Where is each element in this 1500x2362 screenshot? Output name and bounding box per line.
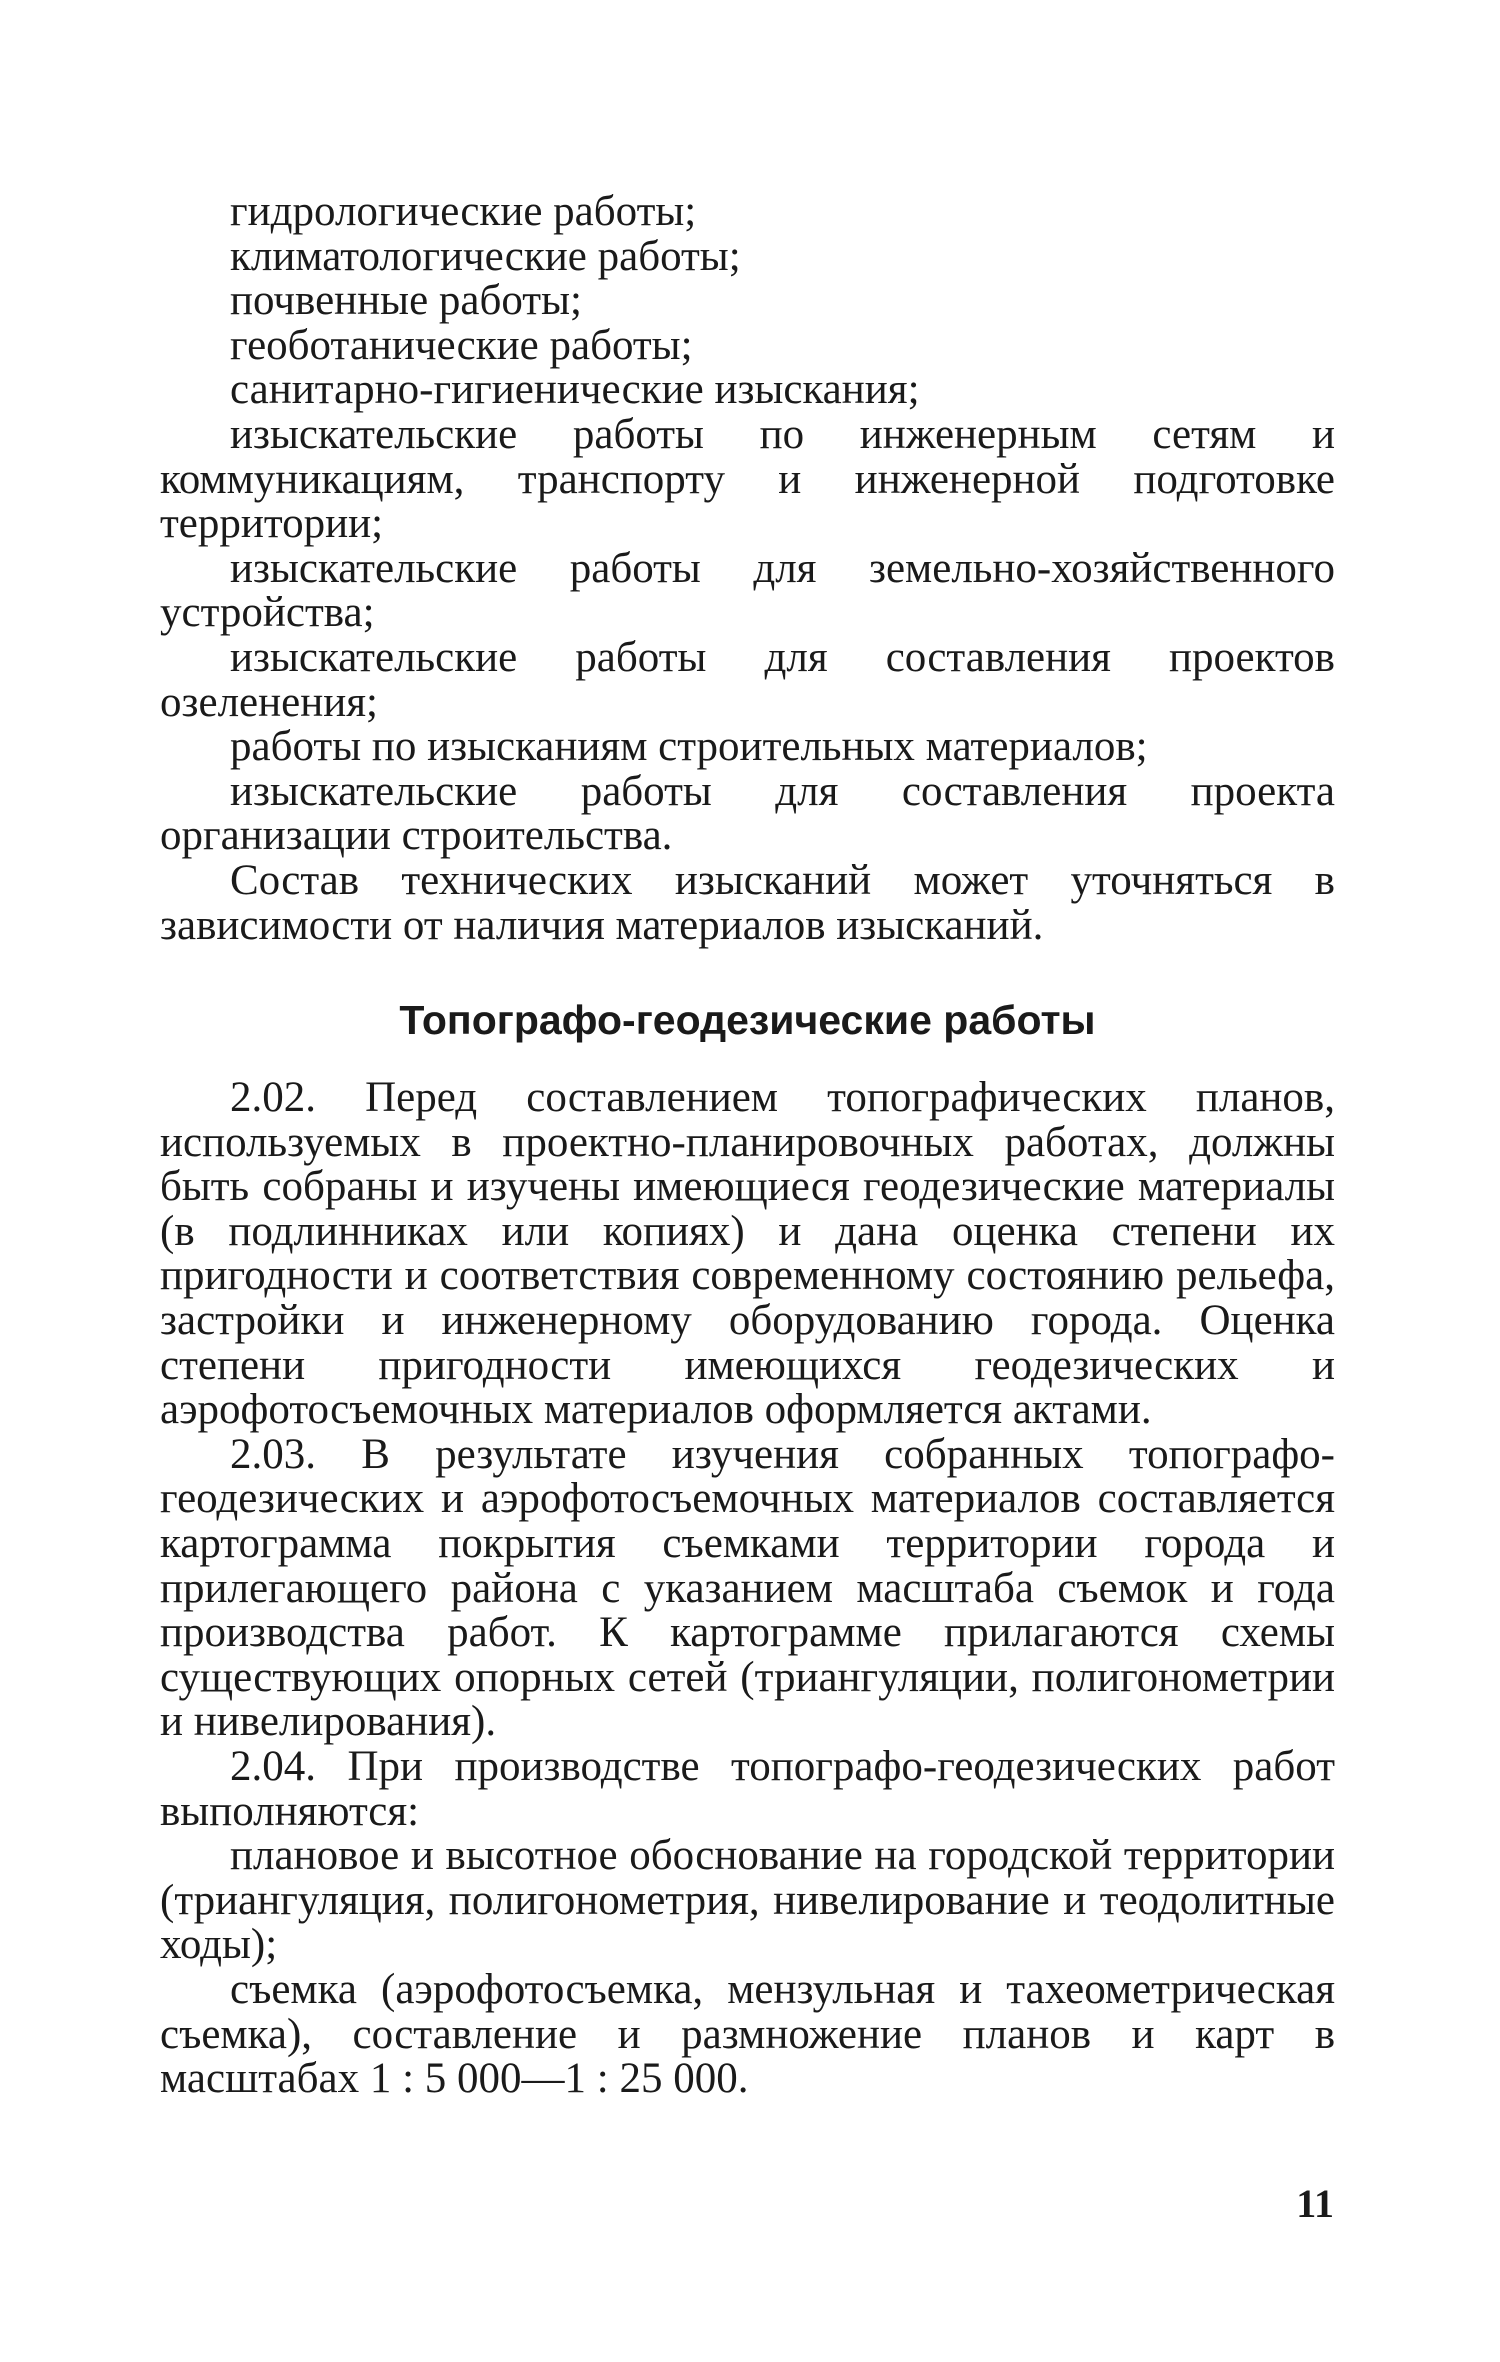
- sub-item-survey-basis: плановое и высотное обоснование на городской территории (триангуляция, полигонометрия, нивелирование и теодолитные ходы);: [160, 1832, 1335, 1969]
- section-title: Топографо-геодезические работы: [399, 997, 1096, 1044]
- list-item-geobotany: геоботанические работы;: [230, 321, 693, 369]
- list-item-land-management: изыскательские работы для земельно-хозяйственного устройства;: [160, 544, 1335, 637]
- list-item-hydrology: гидрологические работы;: [230, 188, 697, 235]
- sub-item-mapping: съемка (аэрофотосъемка, мензульная и тахеометрическая съемка), составление и размножение планов и карт в масштабах 1 : 5 000—1 : 25 000.: [160, 1965, 1335, 2103]
- paragraph-2-04: 2.04. При производстве топографо-геодезических работ выполняются:: [160, 1743, 1335, 1835]
- paragraph-2-03: 2.03. В результате изучения собранных топографо-геодезических и аэрофотосъемочных материалов составляется картограмма покрытия съемками территории города и прилегающего района с указанием масштаба съемок и года производства работ. К картограмме прилагаются схемы существующих опорных сетей (триангуляции, полигонометрии и нивелирования).: [160, 1430, 1335, 1746]
- list-item-sanitary: санитарно-гигиенические изыскания;: [230, 366, 920, 414]
- paragraph-2-02: 2.02. Перед составлением топографических планов, используемых в проектно-планировочных работах, должны быть собраны и изучены имеющиеся геодезические материалы (в подлинниках или копиях) и дана оценка степени их пригодности и соответствия современному состоянию рельефа, застройки и инженерному оборудованию города. Оценка степени пригодности имеющихся геодезических и аэрофотосъемочных материалов оформляется актами.: [160, 1074, 1335, 1434]
- document-page: [160, 190, 1335, 2102]
- list-item-construction-organization: изыскательские работы для составления проекта организации строительства.: [160, 767, 1335, 860]
- list-item-building-materials: работы по изысканиям строительных материалов;: [230, 723, 1148, 771]
- page-number: 11: [1296, 2181, 1334, 2226]
- list-item-greening: изыскательские работы для составления проектов озеленения;: [160, 633, 1335, 726]
- list-item-climatology: климатологические работы;: [230, 232, 741, 280]
- list-item-soil: почвенные работы;: [230, 277, 582, 325]
- list-item-engineering-networks: изыскательские работы по инженерным сетям и коммуникациям, транспорту и инженерной подготовке территории;: [160, 410, 1335, 548]
- composition-note: Состав технических изысканий может уточняться в зависимости от наличия материалов изысканий.: [160, 856, 1335, 949]
